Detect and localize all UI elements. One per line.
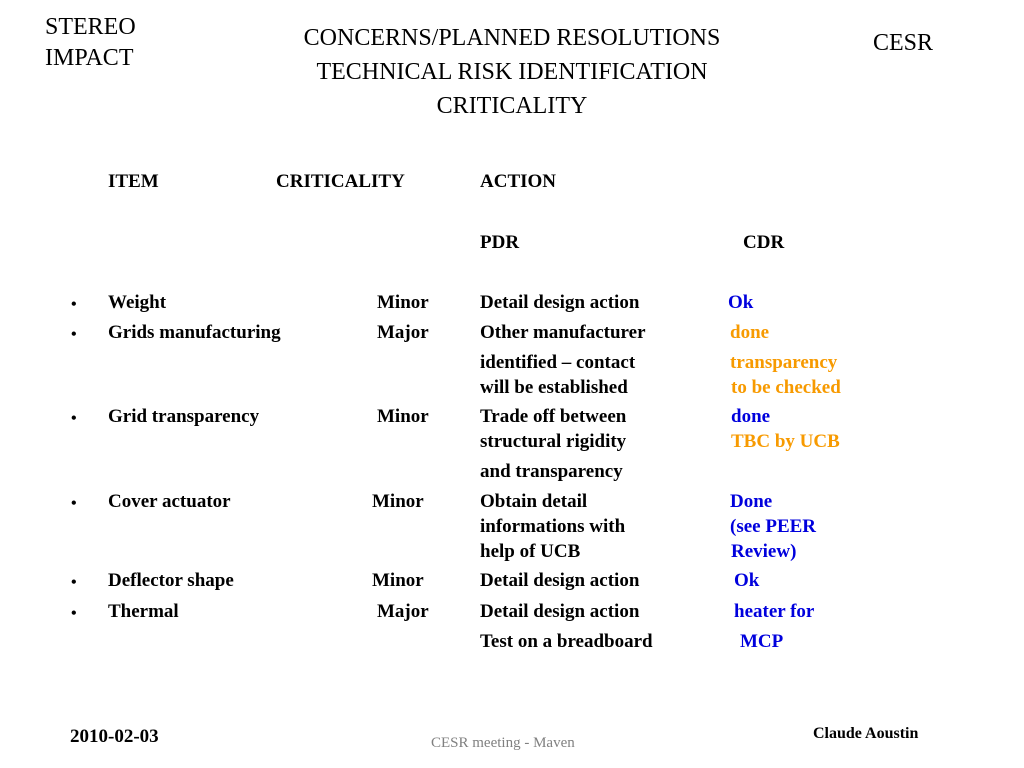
slide-title-line2: TECHNICAL RISK IDENTIFICATION bbox=[316, 59, 708, 85]
row-grid-transparency-criticality: Minor bbox=[377, 406, 429, 427]
slide-title bbox=[212, 21, 812, 123]
row-grid-transparency-pdr-2: structural rigidity bbox=[480, 431, 627, 452]
row-cover-pdr-2: informations with bbox=[480, 516, 626, 537]
row-deflector-pdr: Detail design action bbox=[480, 570, 640, 591]
row-grids-cdr-1: done bbox=[730, 322, 770, 343]
org-label: CESR bbox=[873, 30, 934, 56]
row-grids-pdr-1: Other manufacturer bbox=[480, 322, 646, 343]
row-grid-transparency-pdr-3: and transparency bbox=[480, 461, 623, 482]
bullet-icon: • bbox=[71, 605, 77, 622]
bullet-icon: • bbox=[71, 574, 77, 591]
row-grid-transparency-item: Grid transparency bbox=[108, 406, 260, 427]
row-weight-cdr: Ok bbox=[728, 292, 754, 313]
row-cover-criticality: Minor bbox=[372, 491, 424, 512]
column-header-item: ITEM bbox=[108, 171, 159, 192]
footer-meeting: CESR meeting - Maven bbox=[431, 735, 575, 751]
slide-title-line3: CRITICALITY bbox=[436, 93, 588, 119]
row-weight-criticality: Minor bbox=[377, 292, 429, 313]
row-grids-pdr-2: identified – contact bbox=[480, 352, 636, 373]
bullet-icon: • bbox=[71, 326, 77, 343]
row-deflector-criticality: Minor bbox=[372, 570, 424, 591]
mission-label-line1: STEREO bbox=[45, 14, 136, 40]
bullet-icon: • bbox=[71, 495, 77, 512]
row-grids-criticality: Major bbox=[377, 322, 429, 343]
mission-label bbox=[45, 12, 136, 74]
row-cover-cdr-1: Done bbox=[730, 491, 773, 512]
row-grids-pdr-3: will be established bbox=[480, 377, 628, 398]
row-grid-transparency-cdr-1: done bbox=[731, 406, 771, 427]
row-cover-cdr-2: (see PEER bbox=[730, 516, 817, 537]
row-deflector-item: Deflector shape bbox=[108, 570, 234, 591]
row-thermal-criticality: Major bbox=[377, 601, 429, 622]
column-header-criticality: CRITICALITY bbox=[276, 171, 405, 192]
row-cover-pdr-3: help of UCB bbox=[480, 541, 581, 562]
column-header-cdr: CDR bbox=[743, 232, 785, 253]
footer-author: Claude Aoustin bbox=[813, 725, 919, 742]
row-grids-item: Grids manufacturing bbox=[108, 322, 281, 343]
row-thermal-cdr-2: MCP bbox=[740, 631, 784, 652]
row-weight-item: Weight bbox=[108, 292, 167, 313]
row-grids-cdr-3: to be checked bbox=[731, 377, 841, 398]
row-cover-pdr-1: Obtain detail bbox=[480, 491, 588, 512]
mission-label-line2: IMPACT bbox=[45, 45, 134, 71]
row-cover-item: Cover actuator bbox=[108, 491, 231, 512]
row-grid-transparency-pdr-1: Trade off between bbox=[480, 406, 627, 427]
column-header-pdr: PDR bbox=[480, 232, 520, 253]
bullet-icon: • bbox=[71, 410, 77, 427]
bullet-icon: • bbox=[71, 296, 77, 313]
slide-title-line1: CONCERNS/PLANNED RESOLUTIONS bbox=[303, 25, 721, 51]
row-thermal-item: Thermal bbox=[108, 601, 179, 622]
row-thermal-pdr-2: Test on a breadboard bbox=[480, 631, 653, 652]
row-weight-pdr: Detail design action bbox=[480, 292, 640, 313]
footer-date: 2010-02-03 bbox=[70, 726, 159, 747]
column-header-action: ACTION bbox=[480, 171, 557, 192]
row-deflector-cdr: Ok bbox=[734, 570, 760, 591]
row-thermal-pdr-1: Detail design action bbox=[480, 601, 640, 622]
row-grid-transparency-cdr-2: TBC by UCB bbox=[731, 431, 840, 452]
row-thermal-cdr-1: heater for bbox=[734, 601, 815, 622]
row-cover-cdr-3: Review) bbox=[731, 541, 797, 562]
row-grids-cdr-2: transparency bbox=[730, 352, 838, 373]
